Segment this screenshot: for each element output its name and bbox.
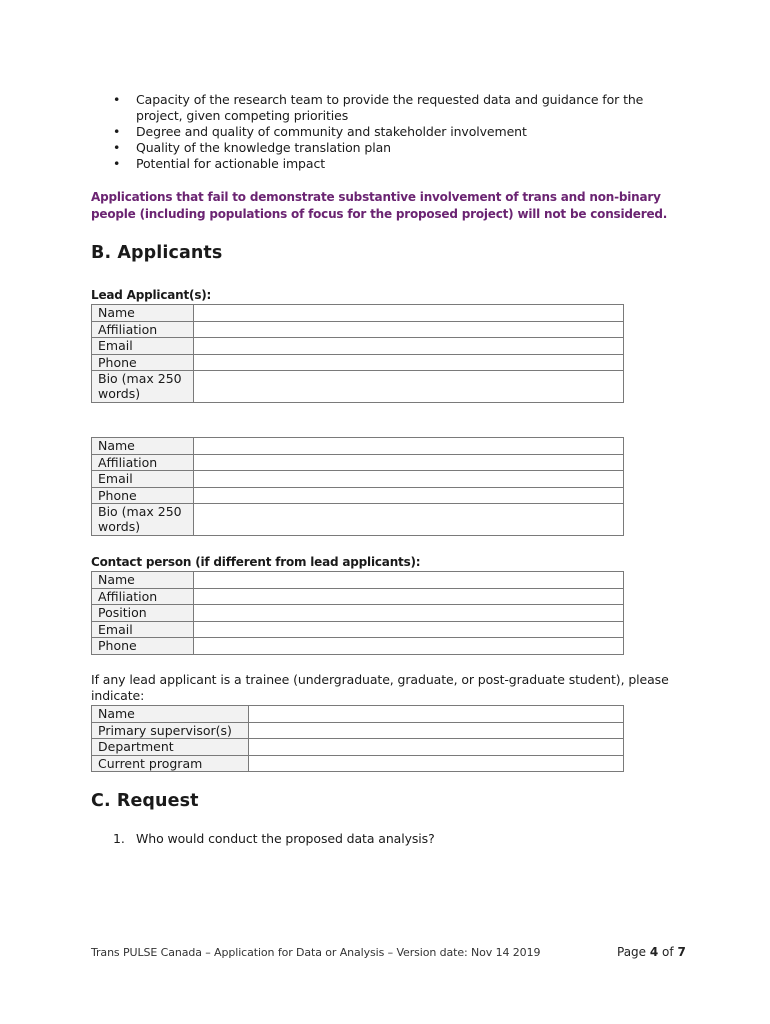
table-row [92,487,624,504]
question-text: Who would conduct the proposed data analysis? [136,831,435,846]
affiliation-field[interactable] [194,588,624,605]
name-field[interactable] [194,572,624,589]
field-label: Affiliation [92,588,194,605]
table-row [92,354,624,371]
field-label: Department [92,739,249,756]
table-row [92,305,624,322]
field-label: Name [92,706,249,723]
contact-person-label: Contact person (if different from lead applicants): [91,555,421,569]
table-row [92,438,624,455]
table-row [92,755,624,772]
phone-field[interactable] [194,638,624,655]
field-label: Affiliation [92,454,194,471]
field-label: Phone [92,354,194,371]
name-field[interactable] [194,438,624,455]
field-label: Email [92,471,194,488]
name-field[interactable] [249,706,624,723]
field-label: Bio (max 250 words) [92,371,194,403]
field-label: Phone [92,487,194,504]
bullet-item: • Degree and quality of community and stakeholder involvement [113,124,527,139]
field-label: Name [92,305,194,322]
field-label: Name [92,438,194,455]
field-label: Primary supervisor(s) [92,722,249,739]
affiliation-field[interactable] [194,454,624,471]
bio-field[interactable] [194,504,624,536]
table-row [92,621,624,638]
bullet-item: • Potential for actionable impact [113,156,326,171]
email-field[interactable] [194,471,624,488]
email-field[interactable] [194,338,624,355]
field-label: Position [92,605,194,622]
field-label: Phone [92,638,194,655]
lead-applicant-table-1 [91,304,624,403]
lead-applicant-label: Lead Applicant(s): [91,288,212,302]
bullet-dot: • [113,156,121,171]
table-row [92,371,624,403]
table-row [92,588,624,605]
bullet-dot: • [113,140,121,155]
field-label: Bio (max 250 words) [92,504,194,536]
question-number: 1. [113,831,125,846]
contact-person-table [91,571,624,655]
table-row [92,454,624,471]
table-row [92,572,624,589]
lead-applicant-table-2 [91,437,624,536]
involvement-notice: Applications that fail to demonstrate substantive involvement of trans and non-binary people (including populations of focus for the proposed project) will not be considered. [91,190,668,221]
email-field[interactable] [194,621,624,638]
table-row [92,321,624,338]
field-label: Email [92,338,194,355]
field-label: Current program [92,755,249,772]
section-b-heading: B. Applicants [91,243,223,263]
field-label: Email [92,621,194,638]
supervisor-field[interactable] [249,722,624,739]
bullet-dot: • [113,92,121,107]
affiliation-field[interactable] [194,321,624,338]
table-row [92,504,624,536]
name-field[interactable] [194,305,624,322]
table-row [92,722,624,739]
table-row [92,471,624,488]
table-row [92,739,624,756]
trainee-instructions: If any lead applicant is a trainee (undergraduate, graduate, or post-graduate student), please indicate: [91,672,669,703]
bullet-dot: • [113,124,121,139]
trainee-table [91,705,624,772]
bio-field[interactable] [194,371,624,403]
table-row [92,706,624,723]
field-label: Name [92,572,194,589]
table-row [92,605,624,622]
bullet-item: • Quality of the knowledge translation plan [113,140,391,155]
bullet-item: • Capacity of the research team to provide the requested data and guidance for the project, given competing priorities [113,92,644,123]
program-field[interactable] [249,755,624,772]
phone-field[interactable] [194,487,624,504]
table-row [92,338,624,355]
table-row [92,638,624,655]
phone-field[interactable] [194,354,624,371]
question-item [113,831,435,846]
department-field[interactable] [249,739,624,756]
criteria-bullet-list [91,92,671,172]
section-c-heading: C. Request [91,791,199,811]
footer-document-title: Trans PULSE Canada – Application for Data or Analysis – Version date: Nov 14 2019 [91,946,541,959]
position-field[interactable] [194,605,624,622]
field-label: Affiliation [92,321,194,338]
footer-page-number: Page 4 of 7 [617,945,686,959]
